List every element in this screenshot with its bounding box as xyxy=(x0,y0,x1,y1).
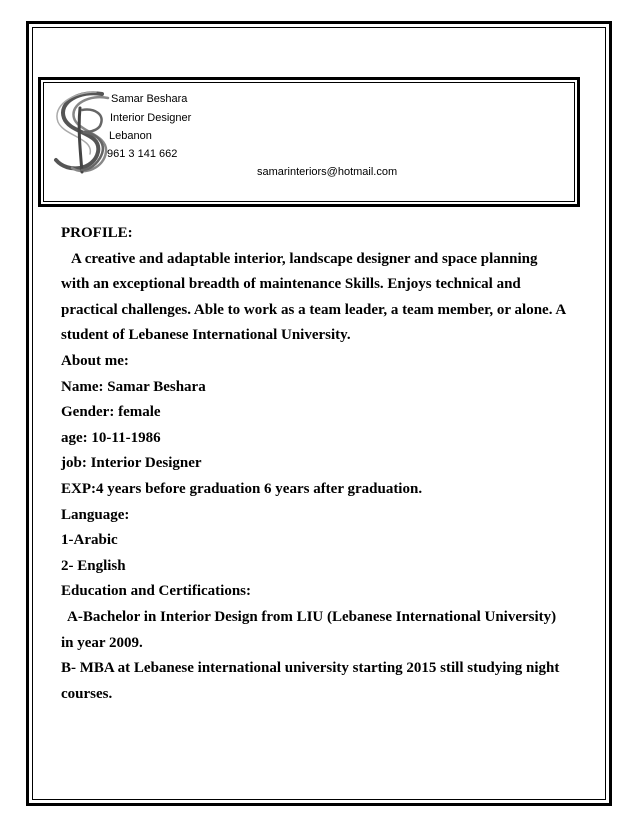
language-heading: Language: xyxy=(61,506,130,523)
profile-text-line: practical challenges. Able to work as a team leader, a team member, or alone. A xyxy=(61,301,567,318)
resume-body xyxy=(61,221,581,707)
profile-heading: PROFILE: xyxy=(61,225,133,241)
education-item-line: A-Bachelor in Interior Design from LIU (Lebanese International University) xyxy=(67,608,557,625)
about-age: age: 10-11-1986 xyxy=(61,429,161,446)
profile-text-line: A creative and adaptable interior, landscape designer and space planning xyxy=(71,250,538,267)
about-gender: Gender: female xyxy=(61,404,161,421)
profile-text-line: student of Lebanese International University. xyxy=(61,327,351,344)
education-item-line: in year 2009. xyxy=(61,634,143,651)
education-item-line: courses. xyxy=(61,685,113,702)
about-me-heading: About me: xyxy=(61,352,129,369)
profile-text-line: with an exceptional breadth of maintenance Skills. Enjoys technical and xyxy=(61,276,521,293)
language-item: 2- English xyxy=(61,557,126,574)
about-name: Name: Samar Beshara xyxy=(61,378,206,395)
contact-email: samarinteriors@hotmail.com xyxy=(257,166,398,178)
contact-job-title: Interior Designer xyxy=(110,112,192,124)
education-heading: Education and Certifications: xyxy=(61,583,252,600)
about-job: job: Interior Designer xyxy=(61,455,202,472)
language-item: 1-Arabic xyxy=(61,532,118,549)
contact-location: Lebanon xyxy=(109,130,152,142)
contact-name: Samar Beshara xyxy=(111,93,188,105)
about-experience: EXP:4 years before graduation 6 years after graduation. xyxy=(61,480,423,497)
education-item-line: B- MBA at Lebanese international university starting 2015 still studying night xyxy=(61,660,560,677)
contact-phone: 961 3 141 662 xyxy=(107,148,178,160)
